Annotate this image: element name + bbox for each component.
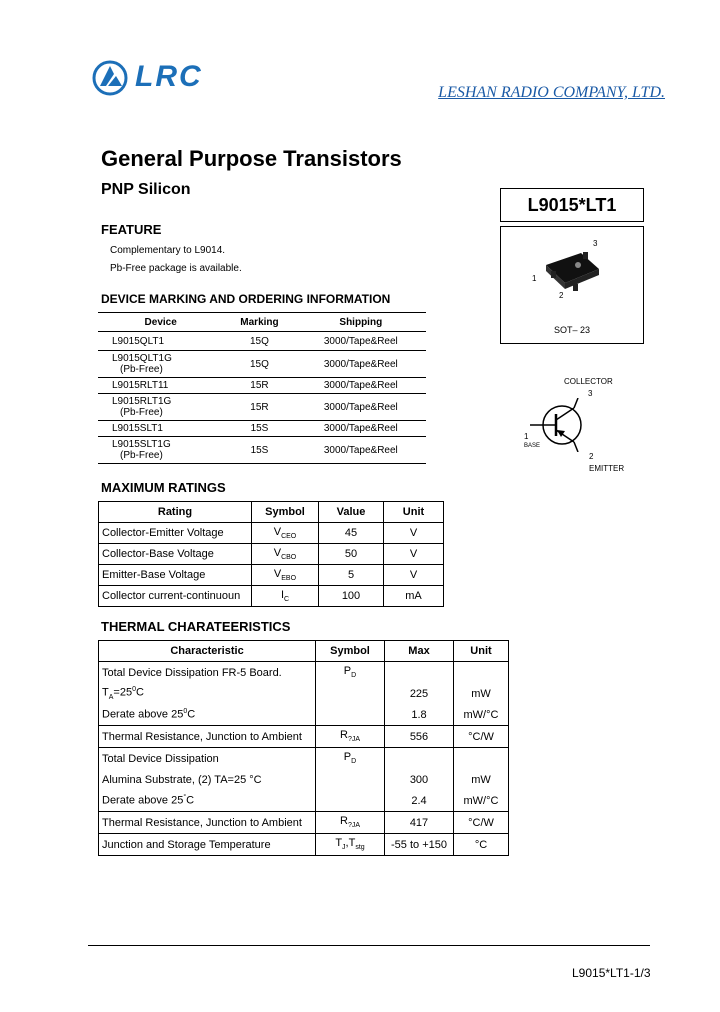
col-unit: Unit — [454, 641, 509, 662]
col-marking: Marking — [223, 313, 295, 332]
col-symbol: Symbol — [316, 641, 385, 662]
collector-pin: 3 — [588, 389, 593, 398]
thermal-heading: THERMAL CHARATEERISTICS — [101, 619, 291, 634]
thermal-table — [98, 640, 509, 856]
pnp-transistor-symbol-icon — [530, 398, 600, 452]
emitter-pin: 2 — [589, 452, 594, 461]
package-pin-2: 2 — [559, 291, 564, 300]
col-characteristic: Characteristic — [99, 641, 316, 662]
ordering-table — [98, 312, 426, 464]
logo-text: LRC — [135, 60, 203, 93]
col-device: Device — [98, 313, 223, 332]
col-max: Max — [385, 641, 454, 662]
table-row: Thermal Resistance, Junction to Ambient $R_{?JA}$ 556 °C/W — [99, 726, 509, 748]
table-row: Thermal Resistance, Junction to Ambient $R_{?JA}$ 417 °C/W — [99, 812, 509, 834]
table-row: Total Device Dissipation FR-5 Board. $P_D$ — [99, 662, 509, 684]
table-row: Derate above 25°C 2.4 mW/°C — [99, 790, 509, 812]
max-ratings-table — [98, 501, 444, 607]
footer-divider — [88, 945, 650, 946]
table-row: L9015QLT1 15Q 3000/Tape&Reel — [98, 332, 426, 351]
part-number-box: L9015*LT1 — [500, 188, 644, 222]
sot23-package-icon — [521, 235, 621, 307]
package-pin-1: 1 — [532, 274, 537, 283]
table-row: Emitter-Base Voltage $V_{EBO}$ 5 V — [99, 565, 444, 586]
table-row: Total Device Dissipation $P_D$ — [99, 748, 509, 770]
page-number: L9015*LT1-1/3 — [572, 966, 651, 980]
table-row: Junction and Storage Temperature $T_J,T_{stg}$ -55 to +150 °C — [99, 834, 509, 856]
table-row: L9015RLT11 15R 3000/Tape&Reel — [98, 378, 426, 394]
table-row: $T_A=25^0C$ 225 mW — [99, 683, 509, 704]
table-row: L9015RLT1G (Pb-Free) 15R 3000/Tape&Reel — [98, 394, 426, 421]
col-shipping: Shipping — [296, 313, 426, 332]
feature-item: Complementary to L9014. — [110, 245, 226, 256]
feature-heading: FEATURE — [101, 222, 162, 237]
base-label: BASE — [524, 443, 541, 449]
table-row: L9015SLT1G (Pb-Free) 15S 3000/Tape&Reel — [98, 437, 426, 464]
table-row: Derate above $25^0C$ 1.8 mW/°C — [99, 704, 509, 726]
max-ratings-heading: MAXIMUM RATINGS — [101, 480, 226, 495]
base-pin: 1 — [524, 432, 529, 441]
table-row: Collector-Emitter Voltage $V_{CEO}$ 45 V — [99, 523, 444, 544]
page-subtitle: PNP Silicon — [101, 181, 191, 198]
collector-label: COLLECTOR — [564, 377, 613, 386]
table-row: L9015QLT1G (Pb-Free) 15Q 3000/Tape&Reel — [98, 351, 426, 378]
col-rating: Rating — [99, 502, 252, 523]
package-pin-3: 3 — [593, 239, 598, 248]
table-row: Collector current-continuoun $I_C$ 100 mA — [99, 586, 444, 607]
ordering-heading: DEVICE MARKING AND ORDERING INFORMATION — [101, 292, 391, 306]
page-title: General Purpose Transistors — [101, 146, 402, 171]
table-row: L9015SLT1 15S 3000/Tape&Reel — [98, 421, 426, 437]
table-row: Collector-Base Voltage $V_{CBO}$ 50 V — [99, 544, 444, 565]
col-symbol: Symbol — [252, 502, 319, 523]
package-box — [500, 226, 644, 344]
feature-item: Pb-Free package is available. — [110, 263, 242, 274]
company-name: LESHAN RADIO COMPANY, LTD. — [438, 84, 665, 101]
col-unit: Unit — [384, 502, 444, 523]
emitter-label: EMITTER — [589, 464, 625, 473]
table-row: Alumina Substrate, (2) TA=25 °C 300 mW — [99, 769, 509, 790]
package-label: SOT– 23 — [553, 325, 591, 335]
col-value: Value — [319, 502, 384, 523]
